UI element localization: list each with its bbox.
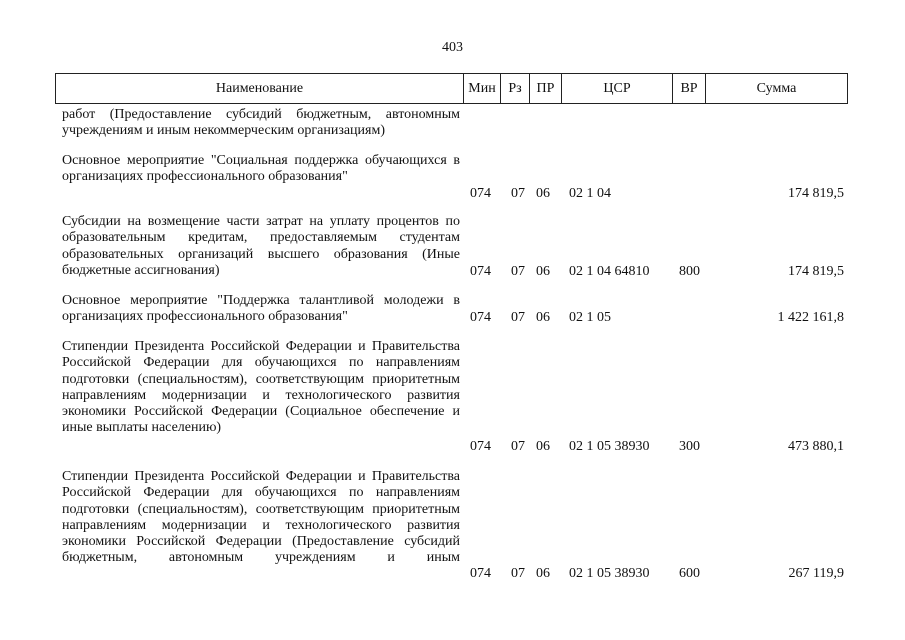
row-name: Субсидии на возмещение части затрат на уплату процентов по образовательным кредитам, предоставляемым студентам образовательных организаций высшего образования (Иные бюджетные ассигнования) xyxy=(62,214,460,278)
header-name: Наименование xyxy=(56,74,464,103)
row-min: 074 xyxy=(470,566,491,581)
row-min: 074 xyxy=(470,439,491,454)
row-min: 074 xyxy=(470,264,491,279)
row-csr: 02 1 04 xyxy=(569,186,611,201)
header-rz: Рз xyxy=(501,74,530,103)
header-csr: ЦСР xyxy=(562,74,673,103)
header-min: Мин xyxy=(464,74,501,103)
row-min: 074 xyxy=(470,310,491,325)
header-sum: Сумма xyxy=(756,81,797,96)
row-csr: 02 1 05 38930 xyxy=(569,439,650,454)
row-sum: 473 880,1 xyxy=(788,439,844,454)
row-rz: 07 xyxy=(511,310,525,325)
row-rz: 07 xyxy=(511,439,525,454)
row-min: 074 xyxy=(470,186,491,201)
row-sum: 174 819,5 xyxy=(788,186,844,201)
row-pr: 06 xyxy=(536,186,550,201)
row-name: Стипендии Президента Российской Федерации и Правительства Российской Федерации для обучающихся по направлениям подготовки (специальностям), соответствующим приоритетным направлениям модернизации и технологического развития экономики Российской Федерации (Социальное обеспечение и иные выплаты населению) xyxy=(62,339,460,436)
row-rz: 07 xyxy=(511,186,525,201)
row-csr: 02 1 04 64810 xyxy=(569,264,650,279)
row-csr: 02 1 05 xyxy=(569,310,611,325)
row-rz: 07 xyxy=(511,566,525,581)
row-name: Основное мероприятие "Социальная поддержка обучающихся в организациях профессионального образования" xyxy=(62,153,460,185)
table-header xyxy=(55,73,848,104)
row-name: Основное мероприятие "Поддержка талантливой молодежи в организациях профессионального образования" xyxy=(62,293,460,325)
row-vr: 600 xyxy=(679,566,700,581)
row-sum: 267 119,9 xyxy=(788,566,844,581)
page-number: 403 xyxy=(442,40,463,55)
row-vr: 300 xyxy=(679,439,700,454)
row-pr: 06 xyxy=(536,310,550,325)
row-sum: 1 422 161,8 xyxy=(777,310,844,325)
row-name: Стипендии Президента Российской Федерации и Правительства Российской Федерации для обучающихся по направлениям подготовки (специальностям), соответствующим приоритетным направлениям модернизации и технологического развития экономики Российской Федерации (Предоставление субсидий бюджетным, автономным учреждениям и иным xyxy=(62,469,460,566)
row-vr: 800 xyxy=(679,264,700,279)
row-csr: 02 1 05 38930 xyxy=(569,566,650,581)
row-rz: 07 xyxy=(511,264,525,279)
row-pr: 06 xyxy=(536,264,550,279)
row-sum: 174 819,5 xyxy=(788,264,844,279)
header-vr: ВР xyxy=(673,74,706,103)
row-pr: 06 xyxy=(536,566,550,581)
row-name: работ (Предоставление субсидий бюджетным, автономным учреждениям и иным некоммерческим организациям) xyxy=(62,107,460,139)
header-pr: ПР xyxy=(530,74,562,103)
row-pr: 06 xyxy=(536,439,550,454)
